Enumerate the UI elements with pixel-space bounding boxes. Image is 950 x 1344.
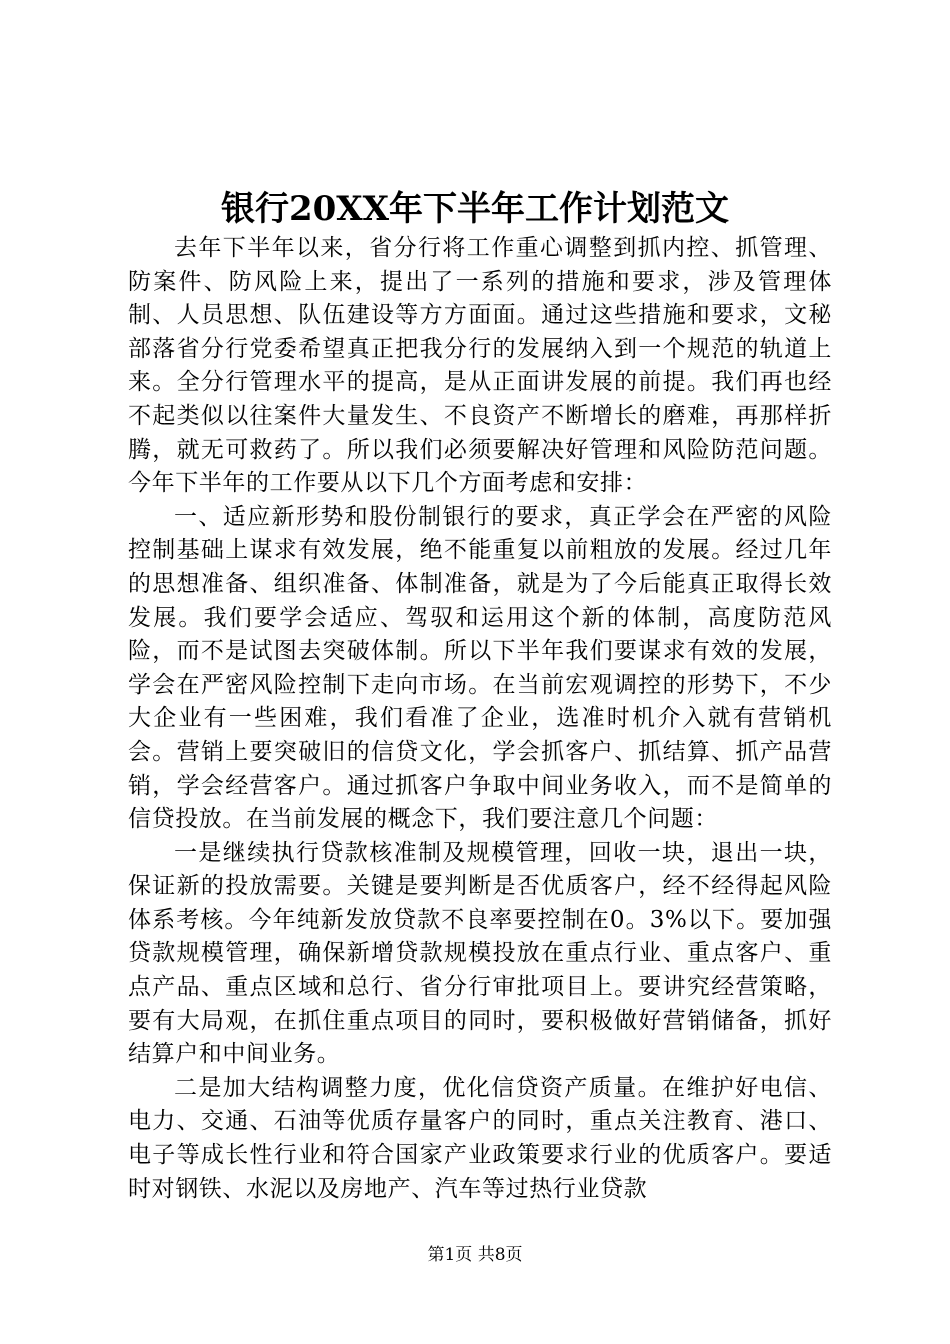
paragraph-section-1: 一、适应新形势和股份制银行的要求，真正学会在严密的风险控制基础上谋求有效发展，绝不能重复以前粗放的发展。经过几年的思想准备、组织准备、体制准备，就是为了今后能真正取得长效发展。我们要学会适应、驾驭和运用这个新的体制，高度防范风险，而不是试图去突破体制。所以下半年我们要谋求有效的发展，学会在严密风险控制下走向市场。在当前宏观调控的形势下，不少大企业有一些困难，我们看准了企业，选准时机介入就有营销机会。营销上要突破旧的信贷文化，学会抓客户、抓结算、抓产品营销，学会经营客户。通过抓客户争取中间业务收入，而不是简单的信贷投放。在当前发展的概念下，我们要注意几个问题： xyxy=(128,503,832,833)
paragraph-point-2: 二是加大结构调整力度，优化信贷资产质量。在维护好电信、电力、交通、石油等优质存量客户的同时，重点关注教育、港口、电子等成长性行业和符合国家产业政策要求行业的优质客户。要适时对钢铁、水泥以及房地产、汽车等过热行业贷款 xyxy=(128,1074,832,1202)
document-title: 银行20XX年下半年工作计划范文 xyxy=(220,189,730,229)
page-number-footer: 第1页 共8页 xyxy=(427,1245,523,1265)
paragraph-point-1: 一是继续执行贷款核准制及规模管理，回收一块，退出一块，保证新的投放需要。关键是要判断是否优质客户，经不经得起风险体系考核。今年纯新发放贷款不良率要控制在0。3%以下。要加强贷款规模管理，确保新增贷款规模投放在重点行业、重点客户、重点产品、重点区域和总行、省分行审批项目上。要讲究经营策略，要有大局观，在抓住重点项目的同时，要积极做好营销储备，抓好结算户和中间业务。 xyxy=(128,839,832,1068)
document-body xyxy=(128,232,832,1206)
paragraph-intro: 去年下半年以来，省分行将工作重心调整到抓内控、抓管理、防案件、防风险上来，提出了一系列的措施和要求，涉及管理体制、人员思想、队伍建设等方方面面。通过这些措施和要求，文秘部落省分行党委希望真正把我分行的发展纳入到一个规范的轨道上来。全分行管理水平的提高，是从正面讲发展的前提。我们再也经不起类似以往案件大量发生、不良资产不断增长的磨难，再那样折腾，就无可救药了。所以我们必须要解决好管理和风险防范问题。今年下半年的工作要从以下几个方面考虑和安排： xyxy=(128,235,832,497)
